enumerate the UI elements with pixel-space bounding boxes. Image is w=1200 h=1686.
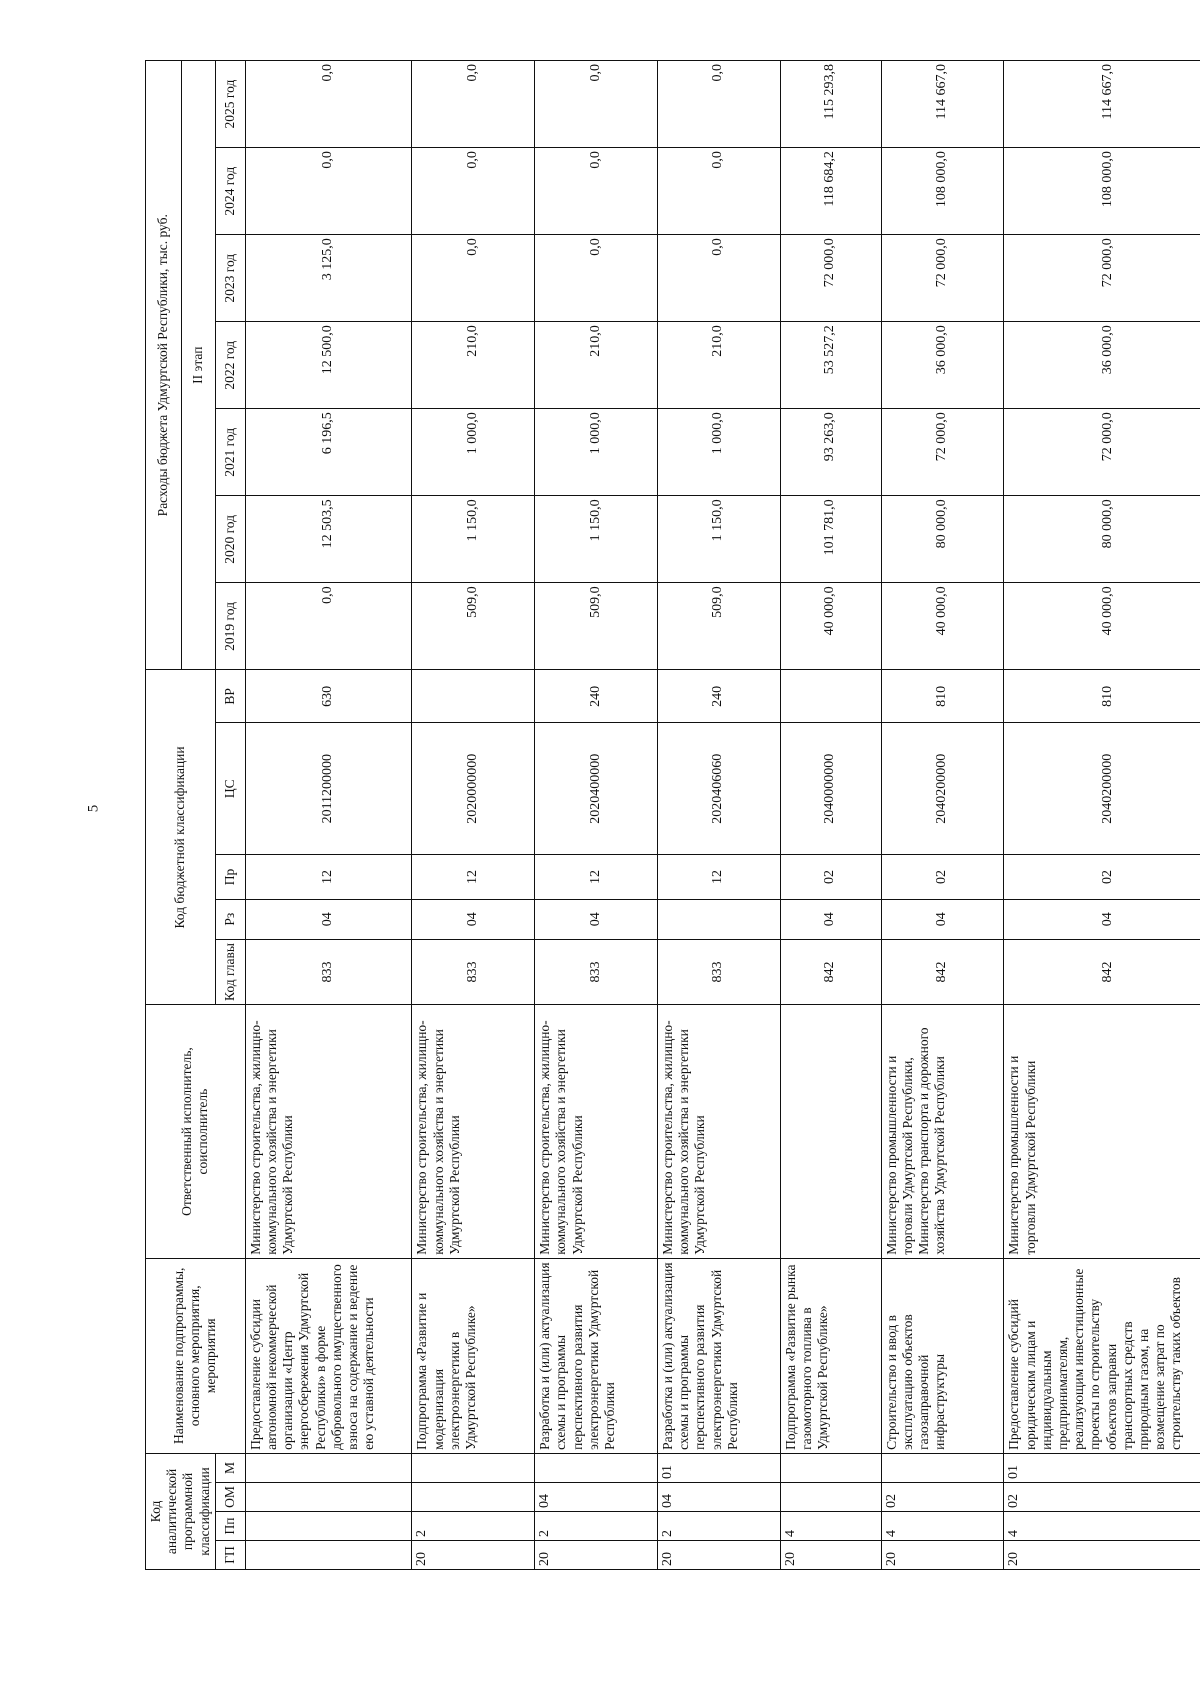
code-vr: 810 <box>1004 670 1200 723</box>
table-row <box>780 61 881 1570</box>
expense-value: 36 000,0 <box>881 322 1004 409</box>
expense-value: 210,0 <box>657 322 780 409</box>
expense-value: 40 000,0 <box>1004 583 1200 670</box>
code-pp: 2 <box>657 1511 780 1540</box>
code-gp <box>245 1540 412 1569</box>
code-om <box>245 1482 412 1511</box>
expense-value: 114 667,0 <box>881 61 1004 148</box>
code-gp: 20 <box>535 1540 658 1569</box>
event-name: Подпрограмма «Развитие рынка газомоторного топлива в Удмуртской Республике» <box>780 1258 881 1453</box>
expense-value: 509,0 <box>535 583 658 670</box>
table-row <box>412 61 535 1570</box>
code-om <box>780 1482 881 1511</box>
header-executor: Ответственный исполнитель, соисполнитель <box>146 1005 246 1258</box>
header-rz: Рз <box>215 899 245 939</box>
code-om: 02 <box>1004 1482 1200 1511</box>
event-name: Предоставление субсидий юридическим лицам и индивидуальным предпринимателям, реализующим инвестиционные проекты по строительству объектов заправки транспортных средств природным газом, на возмещение затрат по строительству таких объектов <box>1004 1258 1200 1453</box>
code-cs: 2040200000 <box>881 723 1004 855</box>
code-glava: 833 <box>412 939 535 1005</box>
expense-value: 0,0 <box>657 61 780 148</box>
code-rz: 04 <box>1004 899 1200 939</box>
header-year-2020: 2020 год <box>215 496 245 583</box>
code-rz: 04 <box>881 899 1004 939</box>
expense-value: 0,0 <box>245 148 412 235</box>
expense-value: 12 503,5 <box>245 496 412 583</box>
header-vr: ВР <box>215 670 245 723</box>
executor: Министерство строительства, жилищно-коммунального хозяйства и энергетики Удмуртской Республики <box>657 1005 780 1258</box>
event-name: Подпрограмма «Развитие и модернизация электроэнергетики в Удмуртской Республике» <box>412 1258 535 1453</box>
code-cs: 2040000000 <box>780 723 881 855</box>
code-vr <box>780 670 881 723</box>
code-pr: 12 <box>535 855 658 900</box>
expense-value: 53 527,2 <box>780 322 881 409</box>
code-rz: 04 <box>780 899 881 939</box>
table-row <box>657 61 780 1570</box>
code-pr: 02 <box>881 855 1004 900</box>
expense-value: 80 000,0 <box>881 496 1004 583</box>
code-pp: 4 <box>780 1511 881 1540</box>
code-m <box>780 1453 881 1482</box>
code-cs: 2020400000 <box>535 723 658 855</box>
header-year-2023: 2023 год <box>215 235 245 322</box>
header-year-2024: 2024 год <box>215 148 245 235</box>
expense-value: 1 150,0 <box>412 496 535 583</box>
header-pp: Пп <box>215 1511 245 1540</box>
expense-value: 118 684,2 <box>780 148 881 235</box>
expense-value: 1 000,0 <box>535 409 658 496</box>
code-om: 04 <box>535 1482 658 1511</box>
table-body <box>245 61 1200 1570</box>
code-pr: 02 <box>780 855 881 900</box>
code-om: 04 <box>657 1482 780 1511</box>
code-rz: 04 <box>535 899 658 939</box>
code-m <box>535 1453 658 1482</box>
expense-value: 1 150,0 <box>535 496 658 583</box>
executor: Министерство промышленности и торговли Удмуртской Республики, Министерство транспорта и дорожного хозяйства Удмуртской Республики <box>881 1005 1004 1258</box>
code-cs: 2020000000 <box>412 723 535 855</box>
code-vr: 240 <box>657 670 780 723</box>
expense-value: 80 000,0 <box>1004 496 1200 583</box>
expense-value: 108 000,0 <box>1004 148 1200 235</box>
header-year-2021: 2021 год <box>215 409 245 496</box>
expense-value: 0,0 <box>535 148 658 235</box>
expense-value: 509,0 <box>657 583 780 670</box>
code-pp: 4 <box>1004 1511 1200 1540</box>
header-glava: Код главы <box>215 939 245 1005</box>
code-rz <box>657 899 780 939</box>
rotated-page <box>145 60 1200 1570</box>
header-expenses: Расходы бюджета Удмуртской Республики, тыс. руб. <box>146 61 182 670</box>
expense-value: 1 000,0 <box>412 409 535 496</box>
executor: Министерство строительства, жилищно-коммунального хозяйства и энергетики Удмуртской Республики <box>412 1005 535 1258</box>
event-name: Предоставление субсидии автономной некоммерческой организации «Центр энергосбережения Удмуртской Республики» в форме добровольного имущественного взноса на содержание и ведение ею уставной деятельности <box>245 1258 412 1453</box>
expense-value: 36 000,0 <box>1004 322 1200 409</box>
expense-value: 0,0 <box>657 148 780 235</box>
code-cs: 2040200000 <box>1004 723 1200 855</box>
code-pr: 12 <box>657 855 780 900</box>
expense-value: 6 196,5 <box>245 409 412 496</box>
code-gp: 20 <box>657 1540 780 1569</box>
code-om <box>412 1482 535 1511</box>
header-m: М <box>215 1453 245 1482</box>
code-glava: 833 <box>657 939 780 1005</box>
header-year-2025: 2025 год <box>215 61 245 148</box>
expense-value: 72 000,0 <box>1004 235 1200 322</box>
expense-value: 0,0 <box>245 583 412 670</box>
code-pp <box>245 1511 412 1540</box>
header-name: Наименование подпрограммы, основного мероприятия, мероприятия <box>146 1258 246 1453</box>
expense-value: 40 000,0 <box>780 583 881 670</box>
expense-value: 40 000,0 <box>881 583 1004 670</box>
code-pp: 4 <box>881 1511 1004 1540</box>
expense-value: 93 263,0 <box>780 409 881 496</box>
code-glava: 842 <box>1004 939 1200 1005</box>
code-rz: 04 <box>412 899 535 939</box>
header-stage: II этап <box>182 61 216 670</box>
code-om: 02 <box>881 1482 1004 1511</box>
code-vr: 630 <box>245 670 412 723</box>
code-m: 01 <box>657 1453 780 1482</box>
expense-value: 0,0 <box>535 61 658 148</box>
expense-value: 72 000,0 <box>881 235 1004 322</box>
code-glava: 833 <box>535 939 658 1005</box>
expense-value: 0,0 <box>412 148 535 235</box>
code-pr: 12 <box>412 855 535 900</box>
expense-value: 115 293,8 <box>780 61 881 148</box>
header-analytic-code: Код аналитической программной классификации <box>146 1453 216 1569</box>
expense-value: 108 000,0 <box>881 148 1004 235</box>
expense-value: 12 500,0 <box>245 322 412 409</box>
table-row <box>881 61 1004 1570</box>
expense-value: 1 150,0 <box>657 496 780 583</box>
expense-value: 0,0 <box>245 61 412 148</box>
executor: Министерство строительства, жилищно-коммунального хозяйства и энергетики Удмуртской Республики <box>245 1005 412 1258</box>
expense-value: 1 000,0 <box>657 409 780 496</box>
budget-table <box>145 60 1200 1570</box>
event-name: Строительство и ввод в эксплуатацию объектов газозаправочной инфраструктуры <box>881 1258 1004 1453</box>
code-glava: 842 <box>780 939 881 1005</box>
header-year-2019: 2019 год <box>215 583 245 670</box>
code-pr: 12 <box>245 855 412 900</box>
expense-value: 72 000,0 <box>881 409 1004 496</box>
expense-value: 72 000,0 <box>1004 409 1200 496</box>
event-name: Разработка и (или) актуализация схемы и программы перспективного развития электроэнергетики Удмуртской Республики <box>657 1258 780 1453</box>
expense-value: 0,0 <box>412 235 535 322</box>
expense-value: 0,0 <box>657 235 780 322</box>
expense-value: 509,0 <box>412 583 535 670</box>
expense-value: 114 667,0 <box>1004 61 1200 148</box>
code-vr: 240 <box>535 670 658 723</box>
code-gp: 20 <box>1004 1540 1200 1569</box>
expense-value: 72 000,0 <box>780 235 881 322</box>
code-gp: 20 <box>412 1540 535 1569</box>
code-glava: 833 <box>245 939 412 1005</box>
executor: Министерство строительства, жилищно-коммунального хозяйства и энергетики Удмуртской Республики <box>535 1005 658 1258</box>
table-row <box>535 61 658 1570</box>
expense-value: 0,0 <box>412 61 535 148</box>
code-gp: 20 <box>881 1540 1004 1569</box>
executor <box>780 1005 881 1258</box>
code-m <box>245 1453 412 1482</box>
page-number: 5 <box>85 804 102 813</box>
expense-value: 101 781,0 <box>780 496 881 583</box>
code-vr <box>412 670 535 723</box>
table-row <box>245 61 412 1570</box>
code-m <box>412 1453 535 1482</box>
header-budget-code: Код бюджетной классификации <box>146 670 216 1005</box>
header-om: ОМ <box>215 1482 245 1511</box>
code-cs: 2020406060 <box>657 723 780 855</box>
code-pr: 02 <box>1004 855 1200 900</box>
expense-value: 0,0 <box>535 235 658 322</box>
header-pr: Пр <box>215 855 245 900</box>
expense-value: 210,0 <box>535 322 658 409</box>
code-m <box>881 1453 1004 1482</box>
header-cs: ЦС <box>215 723 245 855</box>
code-gp: 20 <box>780 1540 881 1569</box>
code-pp: 2 <box>412 1511 535 1540</box>
code-glava: 842 <box>881 939 1004 1005</box>
header-gp: ГП <box>215 1540 245 1569</box>
code-cs: 2011200000 <box>245 723 412 855</box>
code-pp: 2 <box>535 1511 658 1540</box>
expense-value: 3 125,0 <box>245 235 412 322</box>
expense-value: 210,0 <box>412 322 535 409</box>
code-m: 01 <box>1004 1453 1200 1482</box>
table-row <box>1004 61 1200 1570</box>
code-vr: 810 <box>881 670 1004 723</box>
executor: Министерство промышленности и торговли Удмуртской Республики <box>1004 1005 1200 1258</box>
header-year-2022: 2022 год <box>215 322 245 409</box>
code-rz: 04 <box>245 899 412 939</box>
event-name: Разработка и (или) актуализация схемы и программы перспективного развития электроэнергетики Удмуртской Республики <box>535 1258 658 1453</box>
